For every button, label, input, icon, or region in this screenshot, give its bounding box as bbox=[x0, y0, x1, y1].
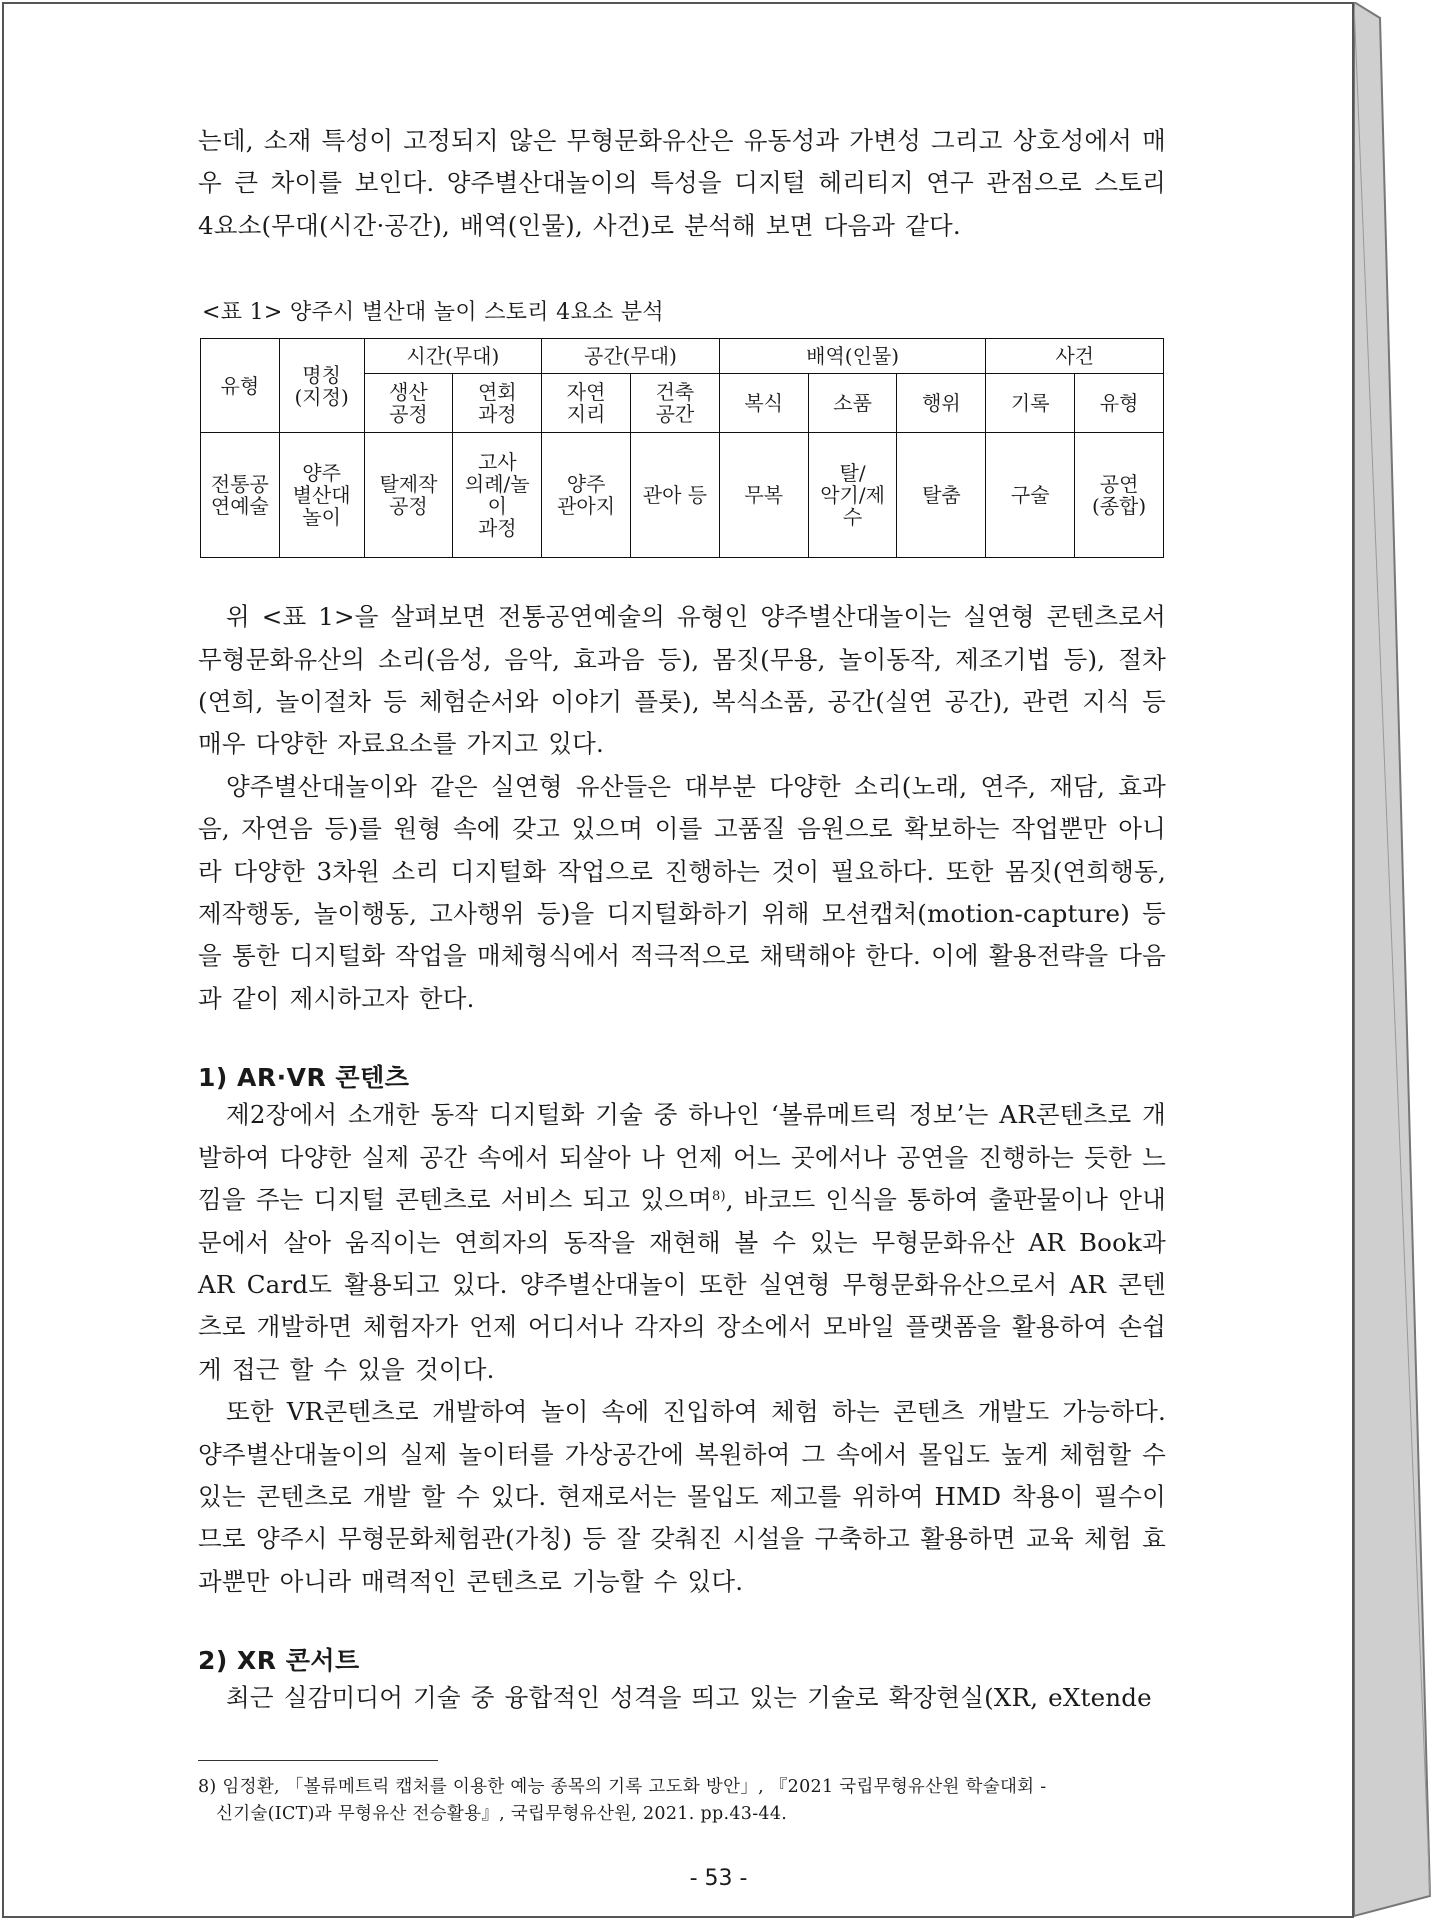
data-cell: 탈/ 악기/제 수 bbox=[808, 433, 897, 558]
section-1-heading: 1) AR·VR 콘텐츠 bbox=[198, 1063, 410, 1093]
subheader-cell: 소품 bbox=[808, 374, 897, 433]
header-time: 시간(무대) bbox=[364, 339, 542, 374]
header-role: 배역(인물) bbox=[719, 339, 985, 374]
footnote-rule bbox=[198, 1760, 438, 1761]
data-cell: 무복 bbox=[719, 433, 808, 558]
header-event: 사건 bbox=[986, 339, 1164, 374]
data-cell: 공연 (종합) bbox=[1075, 433, 1164, 558]
subheader-cell: 복식 bbox=[719, 374, 808, 433]
page-content bbox=[198, 120, 1166, 1720]
section-1-paragraph-2: 또한 VR콘텐츠로 개발하여 놀이 속에 진입하여 체험 하는 콘텐츠 개발도 가능하다. 양주별산대놀이의 실제 놀이터를 가상공간에 복원하여 그 속에서 몰입도 높게 체험할 수 있는 콘텐츠로 개발 할 수 있다. 현재로서는 몰입도 제고를 위하여 HMD 착용이 필수이므로 양주시 무형문화체험관(가칭) 등 잘 갖춰진 시설을 구축하고 활용하면 교육 체험 효과뿐만 아니라 매력적인 콘텐츠로 기능할 수 있다. bbox=[198, 1397, 1166, 1596]
table-caption: <표 1> 양주시 별산대 놀이 스토리 4요소 분석 bbox=[202, 300, 664, 326]
paragraph-3: 양주별산대놀이와 같은 실연형 유산들은 대부분 다양한 소리(노래, 연주, 재담, 효과음, 자연음 등)를 원형 속에 갖고 있으며 이를 고품질 음원으로 확보하는 작업뿐만 아니라 다양한 3차원 소리 디지털화 작업으로 진행하는 것이 필요하다. 또한 몸짓(연희행동, 제작행동, 놀이행동, 고사행위 등)을 디지털화하기 위해 모션캡처(motion-capture) 등을 통한 디지털화 작업을 매체형식에서 적극적으로 채택해야 한다. 이에 활용전략을 다음과 같이 제시하고자 한다. bbox=[198, 771, 1166, 1013]
footnote-line-2: 신기술(ICT)과 무형유산 전승활용』, 국립무형유산원, 2021. pp.43-44. bbox=[216, 1804, 788, 1824]
section-1-p1-before: 제2장에서 소개한 동작 디지털화 기술 중 하나인 ‘볼류메트릭 정보’는 AR콘텐츠로 개발하여 다양한 실제 공간 속에서 되살아 나 언제 어느 곳에서나 공연을 진행하는 듯한 느낌을 주는 디지털 콘텐츠로 서비스 되고 있으며 bbox=[198, 1100, 1166, 1215]
data-cell: 양주 별산대 놀이 bbox=[279, 433, 364, 558]
data-cell: 전통공 연예술 bbox=[201, 433, 280, 558]
story-elements-table bbox=[200, 338, 1164, 558]
subheader-cell: 자연 지리 bbox=[542, 374, 631, 433]
page-stack-side bbox=[1354, 2, 1434, 1918]
subheader-cell: 연회 과정 bbox=[453, 374, 542, 433]
data-cell: 구술 bbox=[986, 433, 1075, 558]
section-1-p1-after: , 바코드 인식을 통하여 출판물이나 안내문에서 살아 움직이는 연희자의 동작을 재현해 볼 수 있는 무형문화유산 AR Book과 AR Card도 활용되고 있다. 양주별산대놀이 또한 실연형 무형문화유산으로서 AR 콘텐츠로 개발하면 체험자가 언제 어디서나 각자의 장소에서 모바일 플랫폼을 활용하여 손쉽게 접근 할 수 있을 것이다. bbox=[198, 1185, 1166, 1384]
paragraph-2: 위 <표 1>을 살펴보면 전통공연예술의 유형인 양주별산대놀이는 실연형 콘텐츠로서 무형문화유산의 소리(음성, 음악, 효과음 등), 몸짓(무용, 놀이동작, 제조기법 등), 절차(연희, 놀이절차 등 체험순서와 이야기 플롯), 복식소품, 공간(실연 공간), 관련 지식 등 매우 다양한 자료요소를 가지고 있다. bbox=[198, 602, 1166, 759]
header-name-text: 명칭 (지정) bbox=[294, 362, 349, 409]
subheader-cell: 생산 공정 bbox=[364, 374, 453, 433]
section-2-heading: 2) XR 콘서트 bbox=[198, 1646, 360, 1676]
footnote bbox=[198, 1774, 1166, 1828]
header-space: 공간(무대) bbox=[542, 339, 720, 374]
intro-paragraph: 는데, 소재 특성이 고정되지 않은 무형문화유산은 유동성과 가변성 그리고 상호성에서 매우 큰 차이를 보인다. 양주별산대놀이의 특성을 디지털 헤리티지 연구 관점으로 스토리 4요소(무대(시간·공간), 배역(인물), 사건)로 분석해 보면 다음과 같다. bbox=[198, 126, 1166, 240]
data-cell: 탈제작 공정 bbox=[364, 433, 453, 558]
header-name bbox=[279, 339, 364, 433]
data-cell: 양주 관아지 bbox=[542, 433, 631, 558]
data-cell: 탈춤 bbox=[897, 433, 986, 558]
footnote-line-1: 8) 임정환, 「볼류메트릭 캡처를 이용한 예능 종목의 기록 고도화 방안」, 『2021 국립무형유산원 학술대회 - bbox=[198, 1777, 1047, 1797]
data-cell: 관아 등 bbox=[631, 433, 720, 558]
footnote-reference[interactable]: 8) bbox=[711, 1189, 726, 1205]
subheader-cell: 건축 공간 bbox=[631, 374, 720, 433]
section-1-paragraph-1 bbox=[198, 1094, 1166, 1391]
subheader-cell: 유형 bbox=[1075, 374, 1164, 433]
subheader-cell: 기록 bbox=[986, 374, 1075, 433]
subheader-cell: 행위 bbox=[897, 374, 986, 433]
data-cell: 고사 의례/놀 이 과정 bbox=[453, 433, 542, 558]
header-type: 유형 bbox=[201, 339, 280, 433]
page-number: - 53 - bbox=[689, 1866, 748, 1891]
section-2-paragraph-1: 최근 실감미디어 기술 중 융합적인 성격을 띄고 있는 기술로 확장현실(XR, eXtende bbox=[226, 1683, 1152, 1713]
